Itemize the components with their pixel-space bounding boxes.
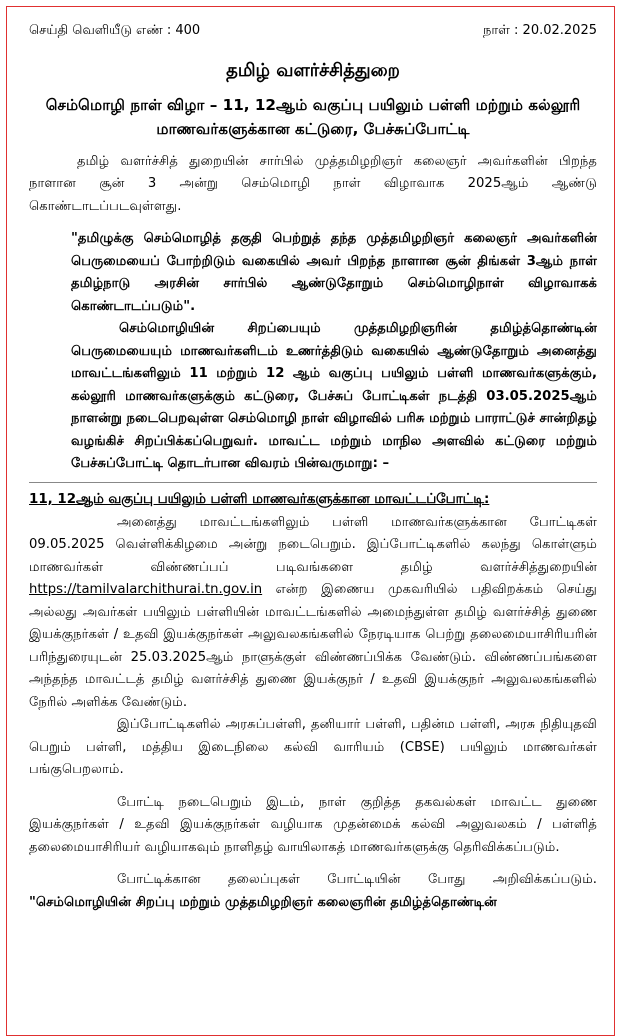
topics-bold-text: "செம்மொழியின் சிறப்பு மற்றும் முத்தமிழறிஞர் கலைஞரின் தமிழ்த்தொண்டின் <box>29 894 497 910</box>
header-row <box>29 20 597 43</box>
para1-text-before-link: அனைத்து மாவட்டங்களிலும் பள்ளி மாணவர்களுக்கான போட்டிகள் 09.05.2025 வெள்ளிக்கிழமை அன்று நடைபெறும். இப்போட்டிகளில் கலந்து கொள்ளும் மாணவர்கள் விண்ணப்பப் படிவங்களை தமிழ் வளர்ச்சித்துறையின் <box>29 514 597 575</box>
department-title: தமிழ் வளர்ச்சித்துறை <box>226 59 400 81</box>
section-heading: 11, 12ஆம் வகுப்பு பயிலும் பள்ளி மாணவர்களுக்கான மாவட்டப்போட்டி: <box>29 492 490 508</box>
document-page <box>6 6 615 1036</box>
document-content <box>29 20 597 914</box>
para1-text-after-link: என்ற இணைய முகவரியில் பதிவிறக்கம் செய்து அல்லது அவர்கள் பயிலும் பள்ளியின் மாவட்டங்களில் அமைந்துள்ள தமிழ் வளர்ச்சித் துணை இயக்குநர்கள் / உதவி இயக்குநர்கள் அலுவலகங்களில் நேரடியாக பெற்று தலைமையாசிரியரின் பரிந்துரையுடன் 25.03.2025ஆம் நாளுக்குள் விண்ணப்பிக்க வேண்டும். விண்ணப்பங்களை அந்தந்த மாவட்டத் தமிழ் வளர்ச்சித் துணை இயக்குநர் / உதவி இயக்குநர் அலுவலகங்களில் நேரில் அளிக்க வேண்டும். <box>29 582 597 710</box>
press-subtitle: செம்மொழி நாள் விழா – 11, 12ஆம் வகுப்பு பயிலும் பள்ளி மற்றும் கல்லூரி மாணவர்களுக்கான கட்டுரை, பேச்சுப்போட்டி <box>45 95 581 138</box>
competition-details-paragraph: செம்மொழியின் சிறப்பையும் முத்தமிழறிஞரின் தமிழ்த்தொண்டின் பெருமையையும் மாணவர்களிடம் உணர்த்திடும் வகையில் ஆண்டுதோறும் அனைத்து மாவட்டங்களிலும் 11 மற்றும் 12 ஆம் வகுப்பு பயிலும் பள்ளி மாணவர்களுக்கும், கல்லூரி மாணவர்களுக்கும் கட்டுரை, பேச்சுப் போட்டிகள் நடத்தி 03.05.2025ஆம் நாளன்று நடைபெறவுள்ள செம்மொழி நாள் விழாவில் பரிசு மற்றும் பாராட்டுச் சான்றிதழ் வழங்கிச் சிறப்பிக்கப்பெறுவர். மாவட்ட மற்றும் மாநில அளவில் கட்டுரை மற்றும் பேச்சுப்போட்டி தொடர்பான விவரம் பின்வருமாறு: – <box>71 321 597 471</box>
section-divider <box>29 482 597 483</box>
release-date: நாள் : 20.02.2025 <box>483 23 597 38</box>
eligible-schools-paragraph: இப்போட்டிகளில் அரசுப்பள்ளி, தனியார் பள்ளி, பதின்ம பள்ளி, அரசு நிதியுதவி பெறும் பள்ளி, மத்திய இடைநிலை கல்வி வாரியம் (CBSE) பயிலும் மாணவர்கள் பங்குபெறலாம். <box>29 717 597 778</box>
topics-paragraph <box>29 869 597 914</box>
release-number: செய்தி வெளியீடு எண் : 400 <box>29 23 201 38</box>
district-competition-paragraph <box>29 512 597 715</box>
website-link[interactable]: https://tamilvalarchithurai.tn.gov.in <box>29 582 263 598</box>
venue-info-paragraph: போட்டி நடைபெறும் இடம், நாள் குறித்த தகவல்கள் மாவட்ட துணை இயக்குநர்கள் / உதவி இயக்குநர்கள் வழியாக முதன்மைக் கல்வி அலுவலகம் / பள்ளித் தலைமையாசிரியர் வழியாகவும் நாளிதழ் வாயிலாகத் மாணவர்களுக்கு தெரிவிக்கப்படும். <box>29 794 597 855</box>
topics-text: போட்டிக்கான தலைப்புகள் போட்டியின் போது அறிவிக்கப்படும். <box>117 872 597 888</box>
intro-paragraph: தமிழ் வளர்ச்சித் துறையின் சார்பில் முத்தமிழறிஞர் கலைஞர் அவர்களின் பிறந்த நாளான சூன் 3 அன்று செம்மொழி நாள் விழாவாக 2025ஆம் ஆண்டு கொண்டாடப்படவுள்ளது. <box>29 153 597 214</box>
quote-paragraph: "தமிழுக்கு செம்மொழித் தகுதி பெற்றுத் தந்த முத்தமிழறிஞர் கலைஞர் அவர்களின் பெருமையைப் போற்றிடும் வகையில் அவர் பிறந்த நாளான சூன் திங்கள் 3ஆம் நாள் தமிழ்நாடு அரசின் சார்பில் ஆண்டுதோறும் செம்மொழிநாள் விழாவாகக் கொண்டாடப்படும்". <box>71 231 597 314</box>
